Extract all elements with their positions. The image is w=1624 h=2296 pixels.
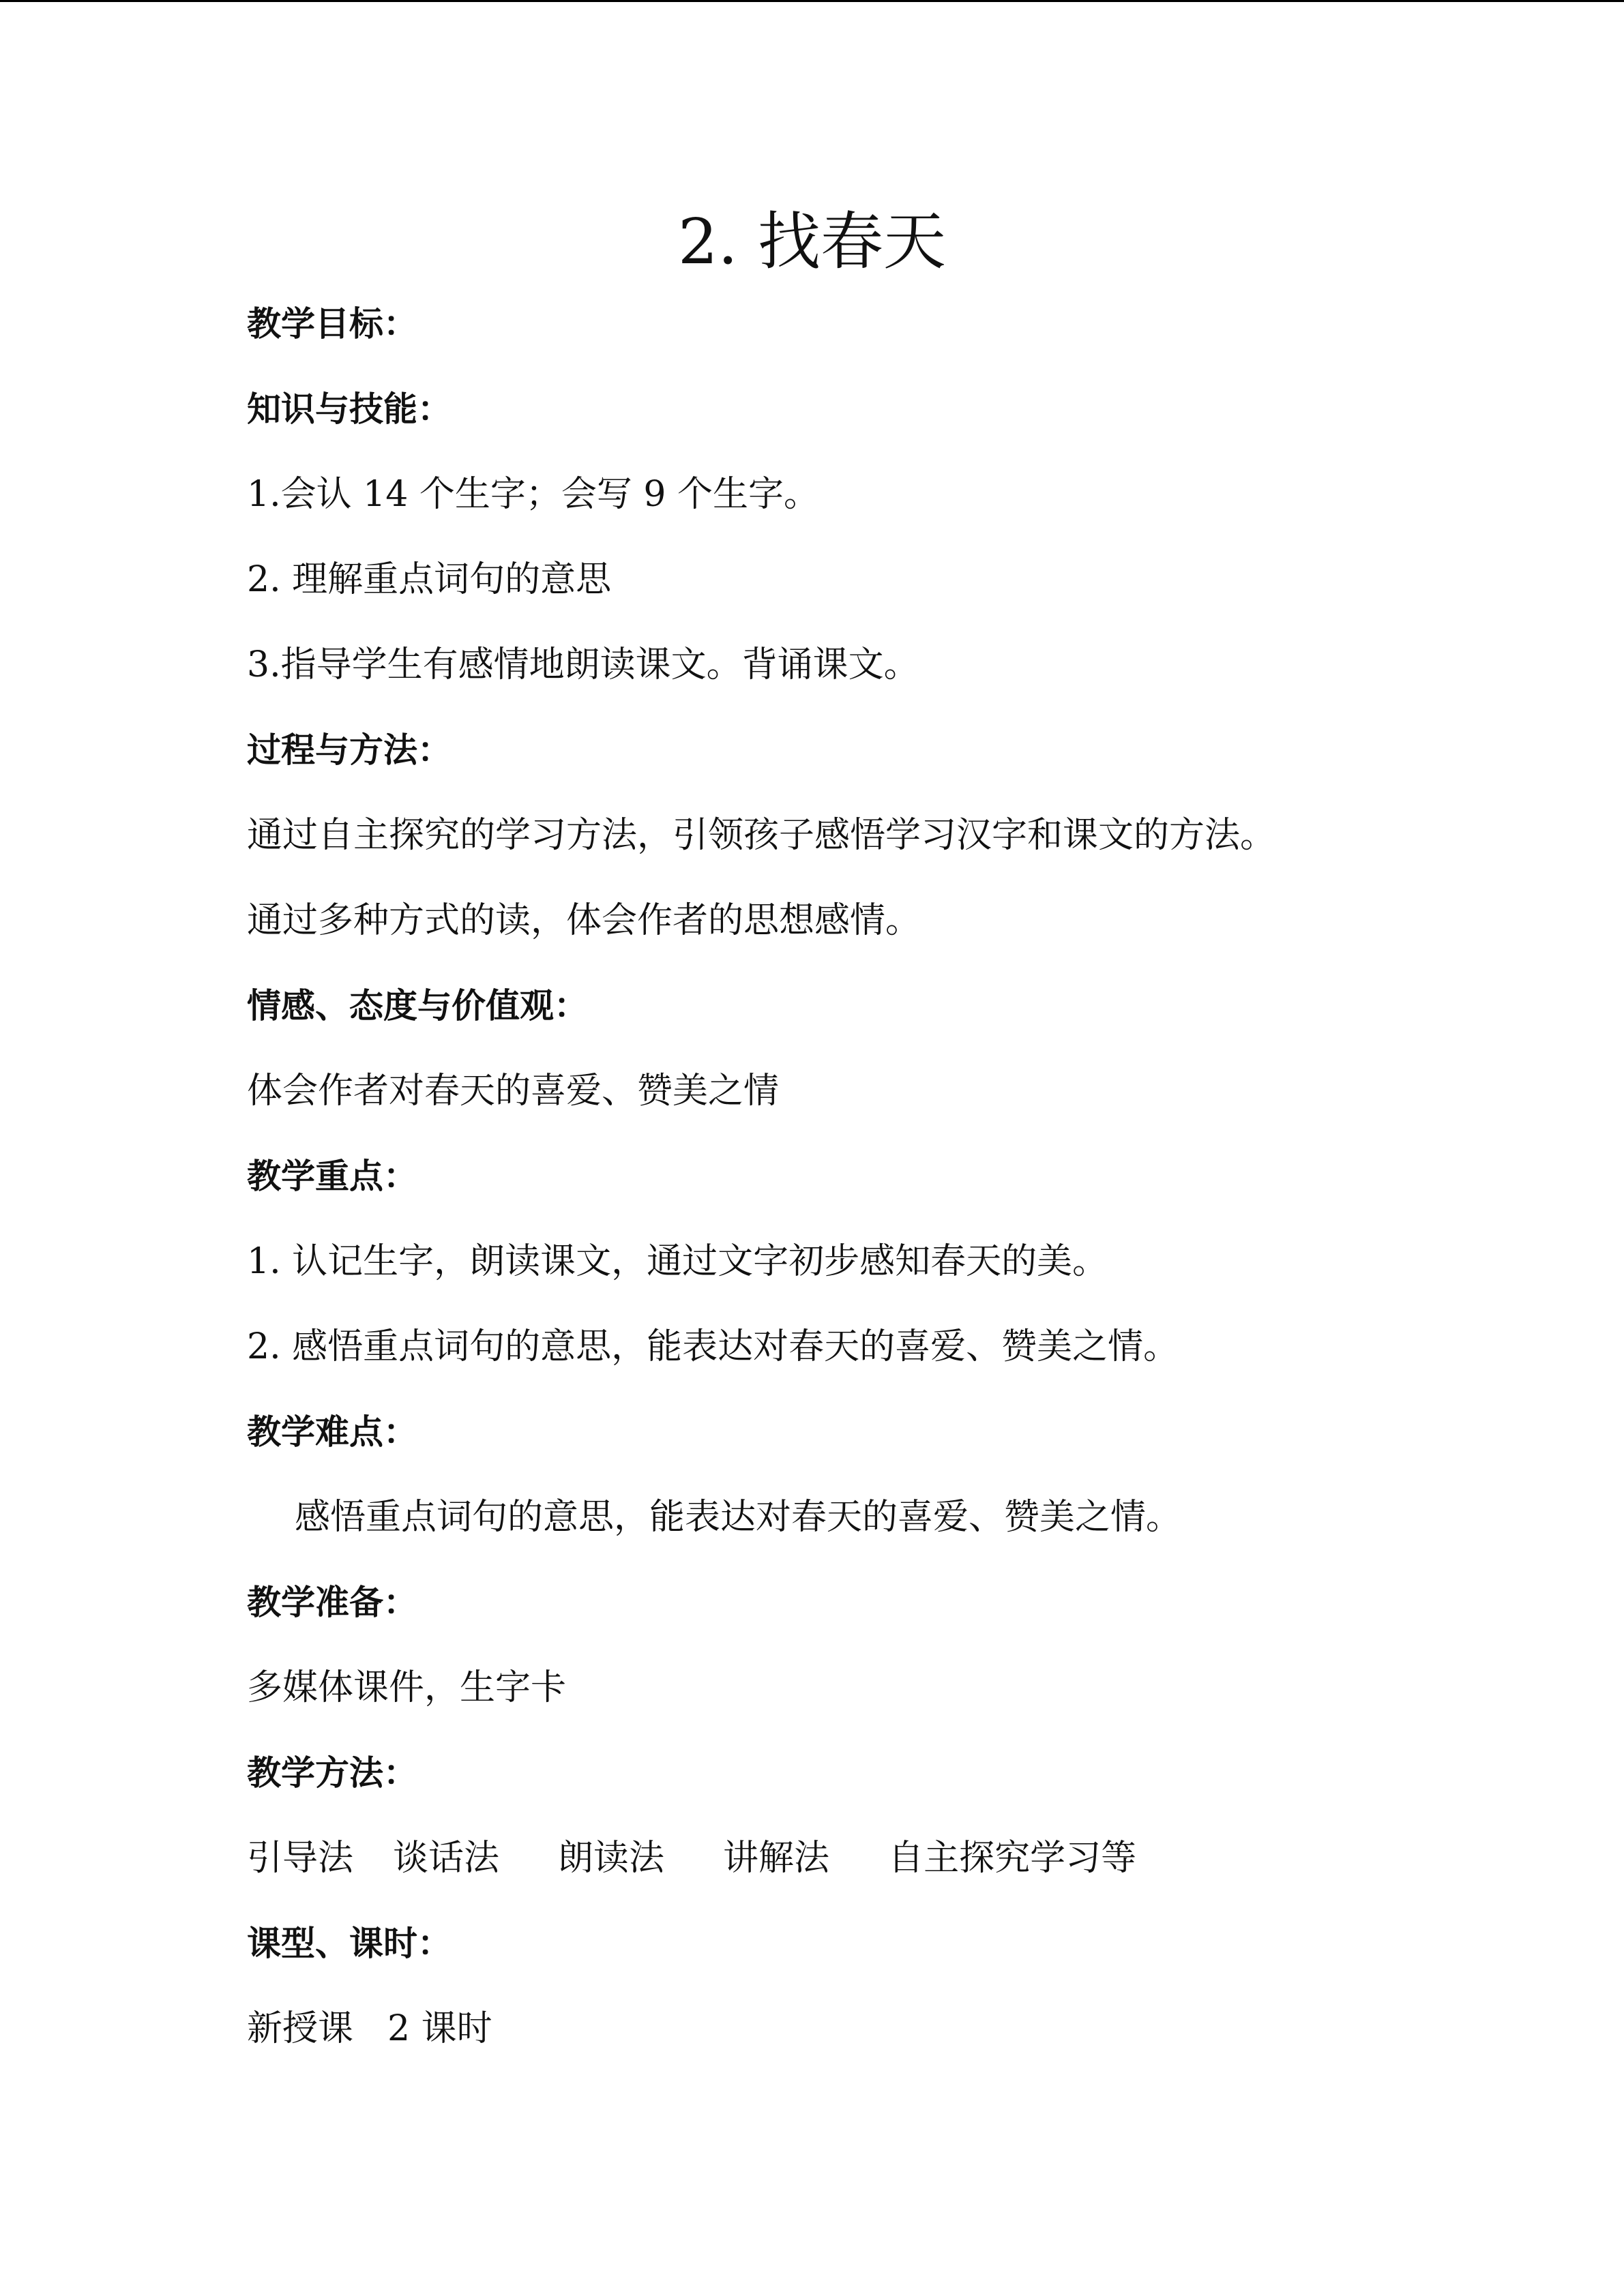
- process-item-2: 通过多种方式的读，体会作者的思想感情。: [247, 900, 921, 941]
- method-self-study: 自主探究学习等: [888, 1838, 1137, 1879]
- lesson-hours: 2 课时: [387, 2008, 492, 2049]
- method-guiding: 引导法: [247, 1838, 354, 1879]
- heading-teaching-methods: 教学方法：: [247, 1753, 417, 1793]
- knowledge-item-2: 2. 理解重点词句的意思: [247, 559, 612, 600]
- document-title: 2. 找春天: [677, 205, 947, 278]
- key-point-item-1: 1. 认记生字，朗读课文，通过文字初步感知春天的美。: [247, 1241, 1108, 1282]
- method-explanation: 讲解法: [723, 1838, 830, 1879]
- method-conversation: 谈话法: [393, 1838, 500, 1879]
- heading-key-points: 教学重点：: [247, 1157, 417, 1196]
- lesson-type: 新授课: [247, 2008, 354, 2049]
- heading-preparation: 教学准备：: [247, 1583, 417, 1622]
- heading-process-method: 过程与方法：: [247, 730, 452, 770]
- heading-difficulties: 教学难点：: [247, 1412, 417, 1452]
- method-reading-aloud: 朗读法: [558, 1838, 665, 1879]
- teaching-methods-row: [247, 1834, 1136, 1882]
- knowledge-item-1: 1.会认 14 个生字；会写 9 个生字。: [247, 474, 819, 515]
- heading-emotion-values: 情感、态度与价值观：: [247, 986, 588, 1026]
- preparation-item-1: 多媒体课件，生字卡: [247, 1667, 567, 1708]
- key-point-item-2: 2. 感悟重点词句的意思，能表达对春天的喜爱、赞美之情。: [247, 1326, 1179, 1367]
- emotion-item-1: 体会作者对春天的喜爱、赞美之情: [247, 1071, 780, 1112]
- heading-knowledge-skills: 知识与技能：: [247, 389, 452, 429]
- lesson-type-row: [247, 2005, 492, 2053]
- heading-lesson-type: 课型、课时：: [247, 1924, 452, 1963]
- heading-teaching-goals: 教学目标：: [247, 304, 417, 344]
- difficulty-item-1: 感悟重点词句的意思，能表达对春天的喜爱、赞美之情。: [295, 1497, 1182, 1538]
- process-item-1: 通过自主探究的学习方法，引领孩子感悟学习汉字和课文的方法。: [247, 815, 1276, 856]
- knowledge-item-3: 3.指导学生有感情地朗读课文。背诵课文。: [247, 644, 919, 685]
